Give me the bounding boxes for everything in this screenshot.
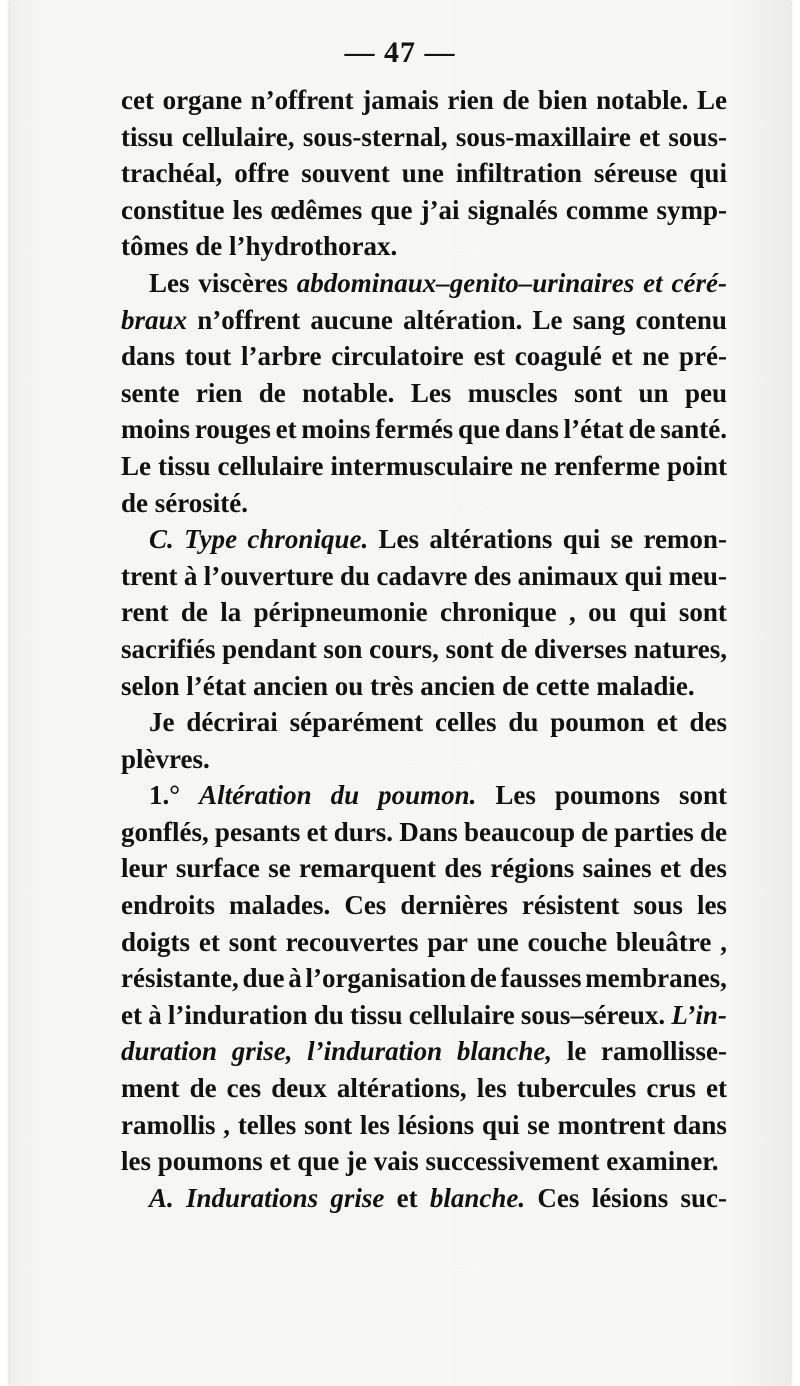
word: animaux bbox=[517, 560, 619, 591]
text-line bbox=[121, 777, 727, 814]
word: les bbox=[476, 1073, 507, 1104]
word: séreuse bbox=[593, 158, 678, 189]
word: celles bbox=[435, 707, 497, 738]
word: montrent bbox=[557, 1109, 666, 1140]
word: cours, bbox=[369, 633, 439, 664]
word: L’in- bbox=[671, 999, 727, 1030]
word: sente bbox=[121, 377, 180, 408]
word: est bbox=[473, 341, 505, 372]
word: rouges bbox=[194, 414, 271, 445]
text-segment: tômes de l’hydrothorax. bbox=[121, 231, 398, 262]
word: altérations, bbox=[336, 1073, 467, 1104]
text-line bbox=[121, 1143, 727, 1180]
word: surface bbox=[175, 853, 260, 884]
word: Le bbox=[696, 85, 727, 115]
word: se bbox=[527, 1109, 550, 1140]
word: deux bbox=[271, 1073, 327, 1104]
word: des bbox=[689, 707, 727, 738]
text-line bbox=[121, 228, 727, 265]
word: sous bbox=[633, 890, 683, 921]
word: Indurations bbox=[186, 1182, 319, 1213]
word: diverses bbox=[534, 633, 628, 664]
word: gonflés, bbox=[121, 816, 209, 847]
word: cellulaire, bbox=[181, 121, 295, 152]
text-line bbox=[121, 485, 727, 522]
word: la bbox=[220, 597, 242, 628]
word: aucune bbox=[310, 304, 393, 335]
word: constitue bbox=[121, 194, 225, 225]
word: décrirai bbox=[186, 707, 278, 738]
text-line bbox=[121, 119, 727, 156]
word: que bbox=[370, 194, 413, 225]
word: et bbox=[656, 707, 678, 738]
text-line bbox=[121, 997, 727, 1034]
word: moins bbox=[301, 414, 371, 445]
word: ou bbox=[588, 597, 617, 628]
word: et bbox=[705, 1073, 727, 1104]
word: de bbox=[500, 633, 528, 664]
word: du bbox=[340, 560, 371, 591]
text-line bbox=[121, 302, 727, 339]
word: sont bbox=[445, 633, 494, 664]
word: cadavre bbox=[376, 560, 468, 591]
word: ramollisse- bbox=[600, 1036, 727, 1067]
word: blanche, bbox=[456, 1036, 553, 1067]
word: et bbox=[121, 999, 142, 1030]
word: de bbox=[502, 85, 530, 115]
word: céré- bbox=[671, 267, 727, 298]
word: fausses bbox=[500, 963, 582, 994]
text-segment: les poumons et que je vais successivement examiner. bbox=[121, 1146, 719, 1177]
text-segment: selon l’état ancien ou très ancien de cette maladie. bbox=[121, 670, 695, 701]
body-text bbox=[121, 82, 727, 1216]
word: tissu bbox=[121, 121, 174, 152]
word: sont bbox=[678, 780, 727, 811]
text-line bbox=[121, 704, 727, 741]
word: n’offrent bbox=[197, 304, 301, 335]
word: rent bbox=[121, 597, 169, 628]
text-line bbox=[121, 1107, 727, 1144]
word: qui bbox=[628, 597, 667, 628]
word: des bbox=[473, 560, 512, 591]
word: grise, bbox=[231, 1036, 293, 1067]
word: beaucoup bbox=[463, 816, 575, 847]
word: peu bbox=[684, 377, 727, 408]
word: dans bbox=[504, 414, 559, 445]
text-line bbox=[121, 887, 727, 924]
word: couche bbox=[527, 926, 608, 957]
word: sous- bbox=[668, 121, 727, 152]
word: tissu bbox=[349, 999, 403, 1030]
word: dernières bbox=[400, 890, 508, 921]
word: durs. bbox=[333, 816, 394, 847]
text-line bbox=[121, 448, 727, 485]
word: braux bbox=[121, 304, 188, 335]
word: circulatoire bbox=[331, 341, 464, 372]
word: de bbox=[699, 816, 727, 847]
word: que bbox=[458, 414, 501, 445]
text-line bbox=[121, 1180, 727, 1217]
word: son bbox=[323, 633, 363, 664]
word: l’induration bbox=[167, 999, 308, 1030]
word: sacrifiés bbox=[121, 633, 216, 664]
text-line bbox=[121, 265, 727, 302]
word: meu- bbox=[668, 560, 727, 591]
word: qui bbox=[562, 524, 601, 555]
word: du bbox=[330, 780, 360, 811]
word: par bbox=[427, 926, 468, 957]
word: dans bbox=[121, 341, 176, 372]
word: à bbox=[148, 999, 162, 1030]
word: organe bbox=[162, 85, 243, 115]
word: j’ai bbox=[420, 194, 460, 225]
word: trent bbox=[121, 560, 178, 591]
word: un bbox=[638, 377, 669, 408]
word: résistante, bbox=[121, 963, 239, 994]
text-line bbox=[121, 375, 727, 412]
text-line bbox=[121, 558, 727, 595]
word: de bbox=[469, 963, 497, 994]
word: et bbox=[198, 926, 220, 957]
word: du bbox=[508, 707, 539, 738]
word: à bbox=[183, 560, 198, 591]
page-number: — 47 — bbox=[344, 36, 456, 69]
word: dans bbox=[672, 1109, 727, 1140]
word: se bbox=[610, 524, 634, 555]
word: grise bbox=[330, 1182, 385, 1213]
word: les bbox=[696, 890, 727, 921]
word: sous–séreux. bbox=[520, 999, 666, 1030]
word: de bbox=[628, 414, 656, 445]
word: A. bbox=[149, 1182, 174, 1213]
text-line bbox=[121, 338, 727, 375]
word: pendant bbox=[222, 633, 317, 664]
word: 1.° bbox=[149, 780, 181, 811]
word: , bbox=[223, 1109, 231, 1140]
word: telles bbox=[237, 1109, 297, 1140]
text-line bbox=[121, 924, 727, 961]
text-line bbox=[121, 814, 727, 851]
word: péripneumonie bbox=[253, 597, 428, 628]
word: leur bbox=[121, 853, 168, 884]
word: de bbox=[581, 816, 609, 847]
text-line bbox=[121, 850, 727, 887]
word: tubercules bbox=[516, 1073, 637, 1104]
word: ment bbox=[121, 1073, 180, 1104]
word: Je bbox=[149, 707, 175, 738]
word: Ces bbox=[537, 1182, 580, 1213]
word: des bbox=[444, 853, 482, 884]
word: ne bbox=[520, 450, 547, 481]
word: blanche. bbox=[429, 1182, 526, 1213]
word: doigts bbox=[121, 926, 191, 957]
word: l’arbre bbox=[241, 341, 322, 372]
word: duration bbox=[121, 1036, 218, 1067]
word: malades. bbox=[229, 890, 331, 921]
word: et bbox=[611, 341, 633, 372]
word: Les bbox=[378, 524, 420, 555]
text-line bbox=[121, 960, 727, 997]
word: infiltration bbox=[455, 158, 582, 189]
word: saines bbox=[582, 853, 652, 884]
word: lésions bbox=[591, 1182, 669, 1213]
word: résistent bbox=[521, 890, 620, 921]
word: tissu bbox=[158, 450, 211, 481]
word: remarquent bbox=[299, 853, 437, 884]
word: le bbox=[566, 1036, 587, 1067]
word: chronique. bbox=[247, 524, 369, 555]
word: poumons bbox=[554, 780, 660, 811]
word: les bbox=[359, 1109, 390, 1140]
word: Type bbox=[184, 524, 238, 555]
word: cellulaire bbox=[217, 450, 324, 481]
word: pré- bbox=[678, 341, 727, 372]
text-line bbox=[121, 192, 727, 229]
word: des bbox=[689, 853, 727, 884]
word: une bbox=[401, 158, 444, 189]
word: l’état bbox=[563, 414, 624, 445]
word: Le bbox=[532, 304, 563, 335]
word: notable. bbox=[596, 85, 689, 115]
word: jamais bbox=[362, 85, 439, 115]
word: sont bbox=[304, 1109, 353, 1140]
word: lésions bbox=[397, 1109, 475, 1140]
word: abdominaux–genito–urinaires bbox=[296, 267, 635, 298]
word: sous-maxillaire bbox=[455, 121, 631, 152]
text-line bbox=[121, 1033, 727, 1070]
word: chronique bbox=[440, 597, 557, 628]
word: Altération bbox=[199, 780, 312, 811]
word: recouvertes bbox=[285, 926, 419, 957]
word: ces bbox=[226, 1073, 262, 1104]
word: et bbox=[396, 1182, 418, 1213]
word: sous-sternal, bbox=[302, 121, 448, 152]
word: bleuâtre bbox=[615, 926, 712, 957]
text-line bbox=[121, 521, 727, 558]
word: se bbox=[268, 853, 291, 884]
word: Ces bbox=[344, 890, 387, 921]
word: qui bbox=[624, 560, 663, 591]
word: contenu bbox=[635, 304, 727, 335]
word: les bbox=[232, 194, 263, 225]
word: , bbox=[720, 926, 727, 957]
text-line bbox=[121, 594, 727, 631]
word: altération. bbox=[403, 304, 523, 335]
word: viscères bbox=[198, 267, 288, 298]
word: due bbox=[242, 963, 285, 994]
word: renferme bbox=[554, 450, 660, 481]
word: muscles bbox=[467, 377, 558, 408]
word: signalés bbox=[467, 194, 558, 225]
word: l’induration bbox=[307, 1036, 443, 1067]
word: n’offrent bbox=[250, 85, 354, 115]
word: de bbox=[258, 377, 286, 408]
word: et bbox=[275, 414, 297, 445]
text-line bbox=[121, 1070, 727, 1107]
word: sang bbox=[572, 304, 626, 335]
text-line bbox=[121, 741, 727, 778]
word: œdêmes bbox=[270, 194, 363, 225]
word: remon- bbox=[643, 524, 727, 555]
word: fermés bbox=[375, 414, 454, 445]
word: crus bbox=[646, 1073, 696, 1104]
word: point bbox=[666, 450, 727, 481]
word: altérations bbox=[429, 524, 553, 555]
word: à bbox=[288, 963, 302, 994]
word: séparément bbox=[289, 707, 424, 738]
word: régions bbox=[490, 853, 575, 884]
word: tout bbox=[184, 341, 232, 372]
text-line bbox=[121, 668, 727, 705]
word: trachéal, bbox=[121, 158, 223, 189]
word: cellulaire bbox=[408, 999, 515, 1030]
word: ne bbox=[642, 341, 670, 372]
word: cet bbox=[121, 85, 154, 115]
word: symp- bbox=[656, 194, 727, 225]
word: offre bbox=[234, 158, 290, 189]
word: poumon. bbox=[378, 780, 477, 811]
word: endroits bbox=[121, 890, 216, 921]
word: poumon bbox=[550, 707, 645, 738]
word: coagulé bbox=[514, 341, 602, 372]
word: Les bbox=[410, 377, 452, 408]
word: et bbox=[643, 267, 663, 298]
text-line bbox=[121, 631, 727, 668]
word: santé. bbox=[660, 414, 727, 445]
word: et bbox=[306, 816, 328, 847]
word: natures, bbox=[633, 633, 727, 664]
text-line bbox=[121, 411, 727, 448]
word: notable. bbox=[302, 377, 395, 408]
word: suc- bbox=[680, 1182, 727, 1213]
word: Les bbox=[495, 780, 536, 811]
word: souvent bbox=[301, 158, 390, 189]
word: qui bbox=[689, 158, 727, 189]
word: l’ouverture bbox=[203, 560, 334, 591]
word: moins bbox=[121, 414, 191, 445]
word: parties bbox=[614, 816, 694, 847]
word: sont bbox=[574, 377, 623, 408]
word: Les bbox=[149, 267, 190, 298]
word: sont bbox=[228, 926, 277, 957]
word: une bbox=[476, 926, 519, 957]
word: sont bbox=[678, 597, 727, 628]
word: bien bbox=[538, 85, 588, 115]
word: de bbox=[189, 1073, 217, 1104]
word: rien bbox=[447, 85, 494, 115]
word: pesants bbox=[214, 816, 301, 847]
word: de bbox=[180, 597, 208, 628]
text-segment: de sérosité. bbox=[121, 487, 248, 518]
text-line bbox=[121, 155, 727, 192]
word: qui bbox=[481, 1109, 520, 1140]
text-line bbox=[121, 82, 727, 119]
word: intermusculaire bbox=[330, 450, 513, 481]
word: ramollis bbox=[121, 1109, 216, 1140]
word: l’organisation bbox=[305, 963, 466, 994]
word: membranes, bbox=[585, 963, 727, 994]
text-segment: plèvres. bbox=[121, 743, 210, 774]
word: rien bbox=[195, 377, 243, 408]
word: comme bbox=[565, 194, 649, 225]
word: du bbox=[313, 999, 344, 1030]
word: et bbox=[660, 853, 682, 884]
word: C. bbox=[149, 524, 174, 555]
word: , bbox=[568, 597, 576, 628]
word: Dans bbox=[399, 816, 458, 847]
word: Le bbox=[121, 450, 151, 481]
word: et bbox=[639, 121, 661, 152]
